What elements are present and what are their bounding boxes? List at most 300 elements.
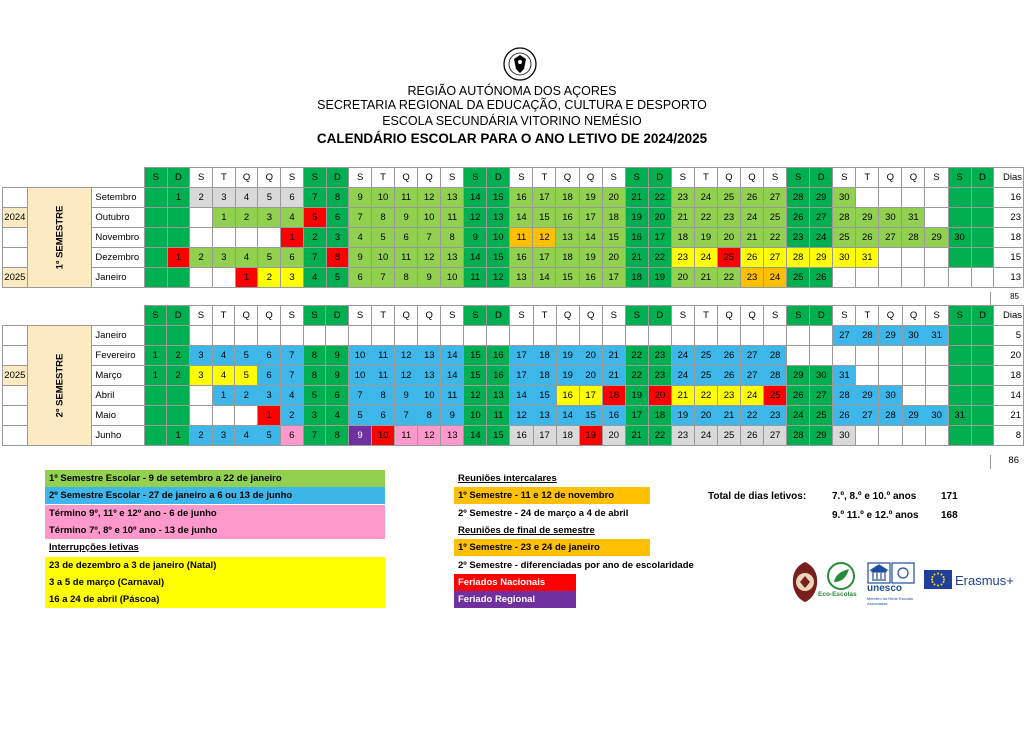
day-cell bbox=[326, 326, 349, 346]
weekday-header: S bbox=[510, 306, 533, 326]
day-cell: 3 bbox=[303, 406, 326, 426]
day-cell bbox=[764, 326, 787, 346]
day-cell bbox=[971, 268, 994, 288]
day-cell bbox=[971, 188, 994, 208]
day-cell: 9 bbox=[349, 248, 372, 268]
day-cell: 5 bbox=[258, 188, 281, 208]
day-cell bbox=[648, 326, 671, 346]
day-cell: 16 bbox=[487, 346, 510, 366]
day-cell: 12 bbox=[487, 268, 510, 288]
day-cell: 10 bbox=[372, 248, 395, 268]
weekday-header: S bbox=[510, 168, 533, 188]
month-days-count: 8 bbox=[994, 426, 1024, 446]
day-cell: 14 bbox=[579, 228, 602, 248]
day-cell: 22 bbox=[717, 268, 740, 288]
day-cell: 8 bbox=[372, 386, 395, 406]
day-cell: 24 bbox=[694, 188, 717, 208]
day-cell: 5 bbox=[303, 208, 326, 228]
day-cell: 4 bbox=[235, 248, 258, 268]
day-cell: 21 bbox=[671, 386, 694, 406]
day-cell: 21 bbox=[625, 426, 648, 446]
semester-2-total-days: 86 bbox=[990, 455, 1019, 469]
day-cell bbox=[902, 346, 925, 366]
day-cell: 21 bbox=[625, 248, 648, 268]
day-cell: 11 bbox=[372, 366, 395, 386]
day-cell: 26 bbox=[741, 426, 764, 446]
day-cell: 11 bbox=[372, 346, 395, 366]
day-cell: 23 bbox=[740, 268, 763, 288]
legend-end-7-8-10: Término 7º, 8º e 10º ano - 13 de junho bbox=[45, 522, 385, 539]
day-cell bbox=[258, 228, 281, 248]
day-cell: 2 bbox=[303, 228, 326, 248]
day-cell bbox=[625, 326, 648, 346]
day-cell: 15 bbox=[533, 208, 556, 228]
day-cell: 3 bbox=[326, 228, 349, 248]
day-cell: 27 bbox=[764, 188, 787, 208]
day-cell: 24 bbox=[741, 386, 764, 406]
day-cell: 4 bbox=[212, 366, 235, 386]
day-cell: 30 bbox=[925, 406, 948, 426]
day-cell: 12 bbox=[418, 248, 441, 268]
days-column-header: Dias bbox=[994, 306, 1024, 326]
weekday-header: Q bbox=[556, 168, 579, 188]
day-cell: 28 bbox=[833, 208, 856, 228]
unesco-sub-label: Membro da Rede Escolas Associadas bbox=[867, 596, 914, 606]
day-cell: 30 bbox=[879, 208, 902, 228]
day-cell bbox=[971, 208, 994, 228]
weekday-header: S bbox=[602, 306, 625, 326]
total-group-1-label: 7.º, 8.º e 10.º anos bbox=[832, 491, 917, 502]
day-cell: 3 bbox=[281, 268, 304, 288]
weekday-header: S bbox=[764, 168, 787, 188]
days-column-header: Dias bbox=[994, 168, 1024, 188]
day-cell: 16 bbox=[602, 406, 625, 426]
day-cell bbox=[671, 326, 694, 346]
legend-final-sem2: 2º Semestre - diferenciadas por ano de escolaridade bbox=[458, 560, 694, 571]
day-cell: 6 bbox=[395, 228, 418, 248]
day-cell: 25 bbox=[694, 366, 717, 386]
weekday-header: Q bbox=[395, 168, 418, 188]
day-cell bbox=[971, 386, 994, 406]
day-cell: 27 bbox=[879, 228, 902, 248]
weekday-header: T bbox=[533, 168, 556, 188]
day-cell bbox=[190, 326, 213, 346]
day-cell: 12 bbox=[418, 188, 441, 208]
day-cell bbox=[948, 268, 971, 288]
legend-end-9-11-12: Término 9º, 11º e 12º ano - 6 de junho bbox=[45, 505, 385, 522]
day-cell bbox=[948, 248, 971, 268]
day-cell: 27 bbox=[764, 426, 787, 446]
day-cell: 3 bbox=[190, 366, 213, 386]
weekday-header: S bbox=[625, 306, 648, 326]
day-cell: 9 bbox=[441, 406, 464, 426]
day-cell bbox=[902, 366, 925, 386]
day-cell bbox=[258, 326, 281, 346]
weekday-header: D bbox=[167, 168, 190, 188]
day-cell: 2 bbox=[280, 406, 303, 426]
weekday-header: S bbox=[948, 168, 971, 188]
weekday-header: T bbox=[856, 306, 879, 326]
year-label bbox=[3, 228, 28, 248]
day-cell bbox=[144, 406, 167, 426]
day-cell: 23 bbox=[648, 366, 671, 386]
year-label: 2025 bbox=[3, 366, 28, 386]
weekday-header: S bbox=[671, 306, 694, 326]
year-label bbox=[3, 326, 28, 346]
year-label bbox=[3, 386, 28, 406]
day-cell: 2 bbox=[258, 268, 281, 288]
weekday-header: Q bbox=[556, 306, 579, 326]
day-cell: 17 bbox=[625, 406, 648, 426]
day-cell: 9 bbox=[326, 346, 349, 366]
day-cell bbox=[510, 326, 533, 346]
day-cell: 27 bbox=[764, 248, 787, 268]
day-cell: 5 bbox=[235, 366, 258, 386]
day-cell: 29 bbox=[856, 386, 879, 406]
day-cell: 4 bbox=[235, 426, 258, 446]
month-days-count: 18 bbox=[994, 228, 1024, 248]
day-cell bbox=[810, 346, 833, 366]
day-cell: 11 bbox=[395, 248, 418, 268]
day-cell bbox=[925, 248, 948, 268]
day-cell: 4 bbox=[281, 208, 304, 228]
month-days-count: 15 bbox=[994, 248, 1024, 268]
day-cell bbox=[856, 366, 879, 386]
day-cell: 13 bbox=[510, 268, 533, 288]
day-cell: 3 bbox=[258, 208, 281, 228]
day-cell bbox=[902, 248, 925, 268]
weekday-header: Q bbox=[579, 306, 602, 326]
weekday-header: T bbox=[372, 306, 395, 326]
eco-escolas-label: Eco-Escolas bbox=[818, 591, 857, 598]
weekday-header: Q bbox=[718, 306, 741, 326]
month-days-count: 14 bbox=[994, 386, 1024, 406]
day-cell: 16 bbox=[510, 426, 533, 446]
day-cell: 5 bbox=[372, 228, 395, 248]
day-cell: 1 bbox=[167, 426, 190, 446]
weekday-header: T bbox=[856, 168, 879, 188]
day-cell: 1 bbox=[235, 268, 258, 288]
weekday-header: Q bbox=[879, 306, 902, 326]
day-cell: 30 bbox=[833, 248, 856, 268]
weekday-header: S bbox=[441, 306, 464, 326]
day-cell bbox=[925, 268, 948, 288]
day-cell: 23 bbox=[764, 406, 787, 426]
regional-seal-logo bbox=[497, 46, 543, 82]
weekday-header: Q bbox=[902, 306, 925, 326]
day-cell bbox=[902, 188, 925, 208]
day-cell: 19 bbox=[671, 406, 694, 426]
day-cell: 17 bbox=[533, 188, 556, 208]
day-cell: 20 bbox=[717, 228, 740, 248]
weekday-header: S bbox=[833, 306, 856, 326]
day-cell: 26 bbox=[787, 208, 810, 228]
day-cell bbox=[303, 326, 326, 346]
calendar-semester-2 bbox=[2, 305, 1024, 446]
day-cell: 26 bbox=[833, 406, 856, 426]
day-cell: 24 bbox=[694, 426, 717, 446]
day-cell: 11 bbox=[464, 268, 487, 288]
day-cell: 29 bbox=[810, 426, 833, 446]
day-cell bbox=[144, 208, 167, 228]
day-cell: 7 bbox=[280, 346, 303, 366]
day-cell bbox=[971, 248, 994, 268]
legend-semester-2: 2º Semestre Escolar - 27 de janeiro a 6 ou 13 de junho bbox=[45, 487, 385, 504]
day-cell bbox=[879, 268, 902, 288]
day-cell: 29 bbox=[925, 228, 948, 248]
day-cell: 29 bbox=[902, 406, 925, 426]
day-cell: 15 bbox=[464, 366, 487, 386]
month-label: Setembro bbox=[92, 188, 145, 208]
weekday-header: S bbox=[441, 168, 464, 188]
day-cell: 20 bbox=[694, 406, 717, 426]
day-cell: 7 bbox=[303, 426, 326, 446]
day-cell: 3 bbox=[213, 248, 236, 268]
day-cell: 21 bbox=[718, 406, 741, 426]
day-cell: 14 bbox=[441, 366, 464, 386]
day-cell: 13 bbox=[487, 208, 510, 228]
day-cell: 13 bbox=[418, 346, 441, 366]
day-cell: 14 bbox=[533, 268, 556, 288]
day-cell: 24 bbox=[671, 366, 694, 386]
day-cell bbox=[144, 426, 167, 446]
day-cell: 4 bbox=[280, 386, 303, 406]
day-cell bbox=[167, 386, 190, 406]
day-cell: 10 bbox=[418, 386, 441, 406]
year-label: 2024 bbox=[3, 208, 28, 228]
day-cell: 16 bbox=[487, 366, 510, 386]
day-cell: 15 bbox=[533, 386, 556, 406]
day-cell: 7 bbox=[372, 268, 395, 288]
day-cell bbox=[971, 326, 994, 346]
day-cell bbox=[879, 346, 902, 366]
day-cell bbox=[556, 326, 579, 346]
day-cell bbox=[395, 326, 418, 346]
day-cell: 6 bbox=[258, 366, 281, 386]
day-cell: 7 bbox=[349, 386, 372, 406]
day-cell: 5 bbox=[235, 346, 258, 366]
day-cell bbox=[856, 346, 879, 366]
day-cell bbox=[971, 426, 994, 446]
day-cell: 4 bbox=[349, 228, 372, 248]
day-cell: 20 bbox=[602, 188, 625, 208]
weekday-header: Q bbox=[418, 306, 441, 326]
day-cell bbox=[925, 188, 948, 208]
day-cell: 15 bbox=[487, 426, 510, 446]
day-cell bbox=[190, 406, 213, 426]
day-cell: 15 bbox=[464, 346, 487, 366]
weekday-header: S bbox=[190, 306, 213, 326]
weekday-header: D bbox=[810, 168, 833, 188]
day-cell: 12 bbox=[464, 208, 487, 228]
day-cell: 7 bbox=[349, 208, 372, 228]
total-group-2-value: 168 bbox=[941, 510, 958, 521]
day-cell: 17 bbox=[579, 208, 602, 228]
day-cell: 30 bbox=[948, 228, 971, 248]
day-cell: 3 bbox=[258, 386, 281, 406]
day-cell: 31 bbox=[856, 248, 879, 268]
day-cell: 1 bbox=[213, 208, 236, 228]
month-days-count: 16 bbox=[994, 188, 1024, 208]
day-cell: 5 bbox=[303, 386, 326, 406]
eu-flag-icon bbox=[924, 570, 952, 589]
day-cell: 29 bbox=[810, 188, 833, 208]
total-group-2-label: 9.º 11.º e 12.º anos bbox=[832, 510, 919, 521]
day-cell: 8 bbox=[326, 188, 349, 208]
day-cell bbox=[925, 386, 948, 406]
day-cell: 20 bbox=[648, 386, 671, 406]
day-cell: 8 bbox=[303, 366, 326, 386]
day-cell: 25 bbox=[787, 268, 810, 288]
day-cell bbox=[280, 326, 303, 346]
day-cell bbox=[190, 386, 213, 406]
weekday-header: S bbox=[764, 306, 787, 326]
day-cell: 6 bbox=[326, 208, 349, 228]
day-cell: 16 bbox=[510, 188, 533, 208]
day-cell: 21 bbox=[602, 366, 625, 386]
day-cell: 6 bbox=[349, 268, 372, 288]
day-cell: 17 bbox=[648, 228, 671, 248]
day-cell: 9 bbox=[395, 386, 418, 406]
weekday-header: S bbox=[349, 168, 372, 188]
day-cell: 20 bbox=[579, 366, 602, 386]
day-cell: 22 bbox=[694, 386, 717, 406]
total-group-1-value: 171 bbox=[941, 491, 958, 502]
day-cell: 17 bbox=[533, 248, 556, 268]
day-cell: 11 bbox=[510, 228, 533, 248]
month-label: Maio bbox=[92, 406, 144, 426]
day-cell: 19 bbox=[579, 188, 602, 208]
weekday-header: Q bbox=[258, 306, 281, 326]
day-cell bbox=[533, 326, 556, 346]
day-cell: 30 bbox=[902, 326, 925, 346]
day-cell: 13 bbox=[418, 366, 441, 386]
day-cell bbox=[441, 326, 464, 346]
weekday-header: D bbox=[971, 306, 994, 326]
day-cell: 28 bbox=[856, 326, 879, 346]
erasmus-label: Erasmus+ bbox=[955, 573, 1014, 588]
day-cell: 28 bbox=[787, 426, 810, 446]
day-cell: 18 bbox=[602, 386, 625, 406]
weekday-header: S bbox=[671, 168, 694, 188]
weekday-header: S bbox=[281, 168, 304, 188]
day-cell: 20 bbox=[648, 208, 671, 228]
day-cell bbox=[810, 326, 833, 346]
day-cell bbox=[372, 326, 395, 346]
day-cell: 18 bbox=[671, 228, 694, 248]
day-cell: 24 bbox=[671, 346, 694, 366]
weekday-header: S bbox=[787, 168, 810, 188]
day-cell: 28 bbox=[879, 406, 902, 426]
day-cell: 28 bbox=[787, 248, 810, 268]
year-label bbox=[3, 188, 28, 208]
day-cell: 28 bbox=[764, 366, 787, 386]
weekday-header: Q bbox=[879, 168, 902, 188]
legend-carnival: 3 a 5 de março (Carnaval) bbox=[45, 574, 385, 591]
month-label: Outubro bbox=[92, 208, 145, 228]
day-cell: 10 bbox=[464, 406, 487, 426]
day-cell: 23 bbox=[717, 208, 740, 228]
day-cell: 31 bbox=[925, 326, 948, 346]
day-cell: 2 bbox=[167, 366, 190, 386]
day-cell: 26 bbox=[740, 248, 763, 268]
day-cell: 17 bbox=[602, 268, 625, 288]
day-cell: 30 bbox=[833, 426, 856, 446]
legend-christmas: 23 de dezembro a 3 de janeiro (Natal) bbox=[45, 557, 385, 574]
day-cell: 17 bbox=[579, 386, 602, 406]
day-cell bbox=[349, 326, 372, 346]
day-cell bbox=[213, 268, 236, 288]
weekday-header: S bbox=[925, 306, 948, 326]
day-cell bbox=[902, 426, 925, 446]
legend-semester-1: 1º Semestre Escolar - 9 de setembro a 22 de janeiro bbox=[45, 470, 385, 487]
day-cell bbox=[167, 228, 190, 248]
weekday-header: T bbox=[212, 306, 235, 326]
day-cell: 6 bbox=[372, 406, 395, 426]
day-cell: 28 bbox=[902, 228, 925, 248]
day-cell: 10 bbox=[418, 208, 441, 228]
day-cell: 13 bbox=[487, 386, 510, 406]
day-cell: 16 bbox=[556, 208, 579, 228]
day-cell: 16 bbox=[510, 248, 533, 268]
day-cell: 16 bbox=[579, 268, 602, 288]
day-cell bbox=[948, 386, 971, 406]
day-cell: 26 bbox=[718, 366, 741, 386]
day-cell: 11 bbox=[395, 188, 418, 208]
day-cell: 19 bbox=[625, 208, 648, 228]
day-cell: 5 bbox=[258, 426, 281, 446]
day-cell: 18 bbox=[648, 406, 671, 426]
day-cell: 23 bbox=[648, 346, 671, 366]
day-cell: 1 bbox=[144, 346, 167, 366]
day-cell: 6 bbox=[280, 426, 303, 446]
day-cell bbox=[579, 326, 602, 346]
day-cell: 22 bbox=[625, 366, 648, 386]
day-cell bbox=[167, 268, 190, 288]
day-cell bbox=[971, 406, 994, 426]
weekday-header: D bbox=[167, 306, 190, 326]
day-cell bbox=[856, 188, 879, 208]
month-label: Abril bbox=[92, 386, 144, 406]
day-cell: 1 bbox=[281, 228, 304, 248]
day-cell: 1 bbox=[212, 386, 235, 406]
day-cell: 30 bbox=[810, 366, 833, 386]
day-cell: 22 bbox=[625, 346, 648, 366]
day-cell bbox=[902, 268, 925, 288]
day-cell bbox=[948, 366, 971, 386]
weekday-header: T bbox=[213, 168, 236, 188]
legend-intercalary-heading: Reuniões intercalares bbox=[458, 473, 557, 484]
day-cell: 5 bbox=[258, 248, 281, 268]
day-cell bbox=[879, 366, 902, 386]
semester-label: 2º SEMESTRE bbox=[27, 326, 92, 446]
day-cell: 22 bbox=[741, 406, 764, 426]
day-cell: 30 bbox=[879, 386, 902, 406]
day-cell: 5 bbox=[326, 268, 349, 288]
day-cell bbox=[741, 326, 764, 346]
day-cell: 29 bbox=[856, 208, 879, 228]
weekday-header: Q bbox=[235, 306, 258, 326]
legend-interruptions-heading: Interrupções letivas bbox=[49, 542, 139, 553]
day-cell: 14 bbox=[441, 346, 464, 366]
day-cell: 27 bbox=[810, 208, 833, 228]
day-cell bbox=[879, 248, 902, 268]
weekday-header: D bbox=[326, 168, 349, 188]
day-cell: 11 bbox=[395, 426, 418, 446]
legend-final-heading: Reuniões de final de semestre bbox=[458, 525, 595, 536]
day-cell: 9 bbox=[349, 188, 372, 208]
day-cell: 1 bbox=[167, 188, 190, 208]
